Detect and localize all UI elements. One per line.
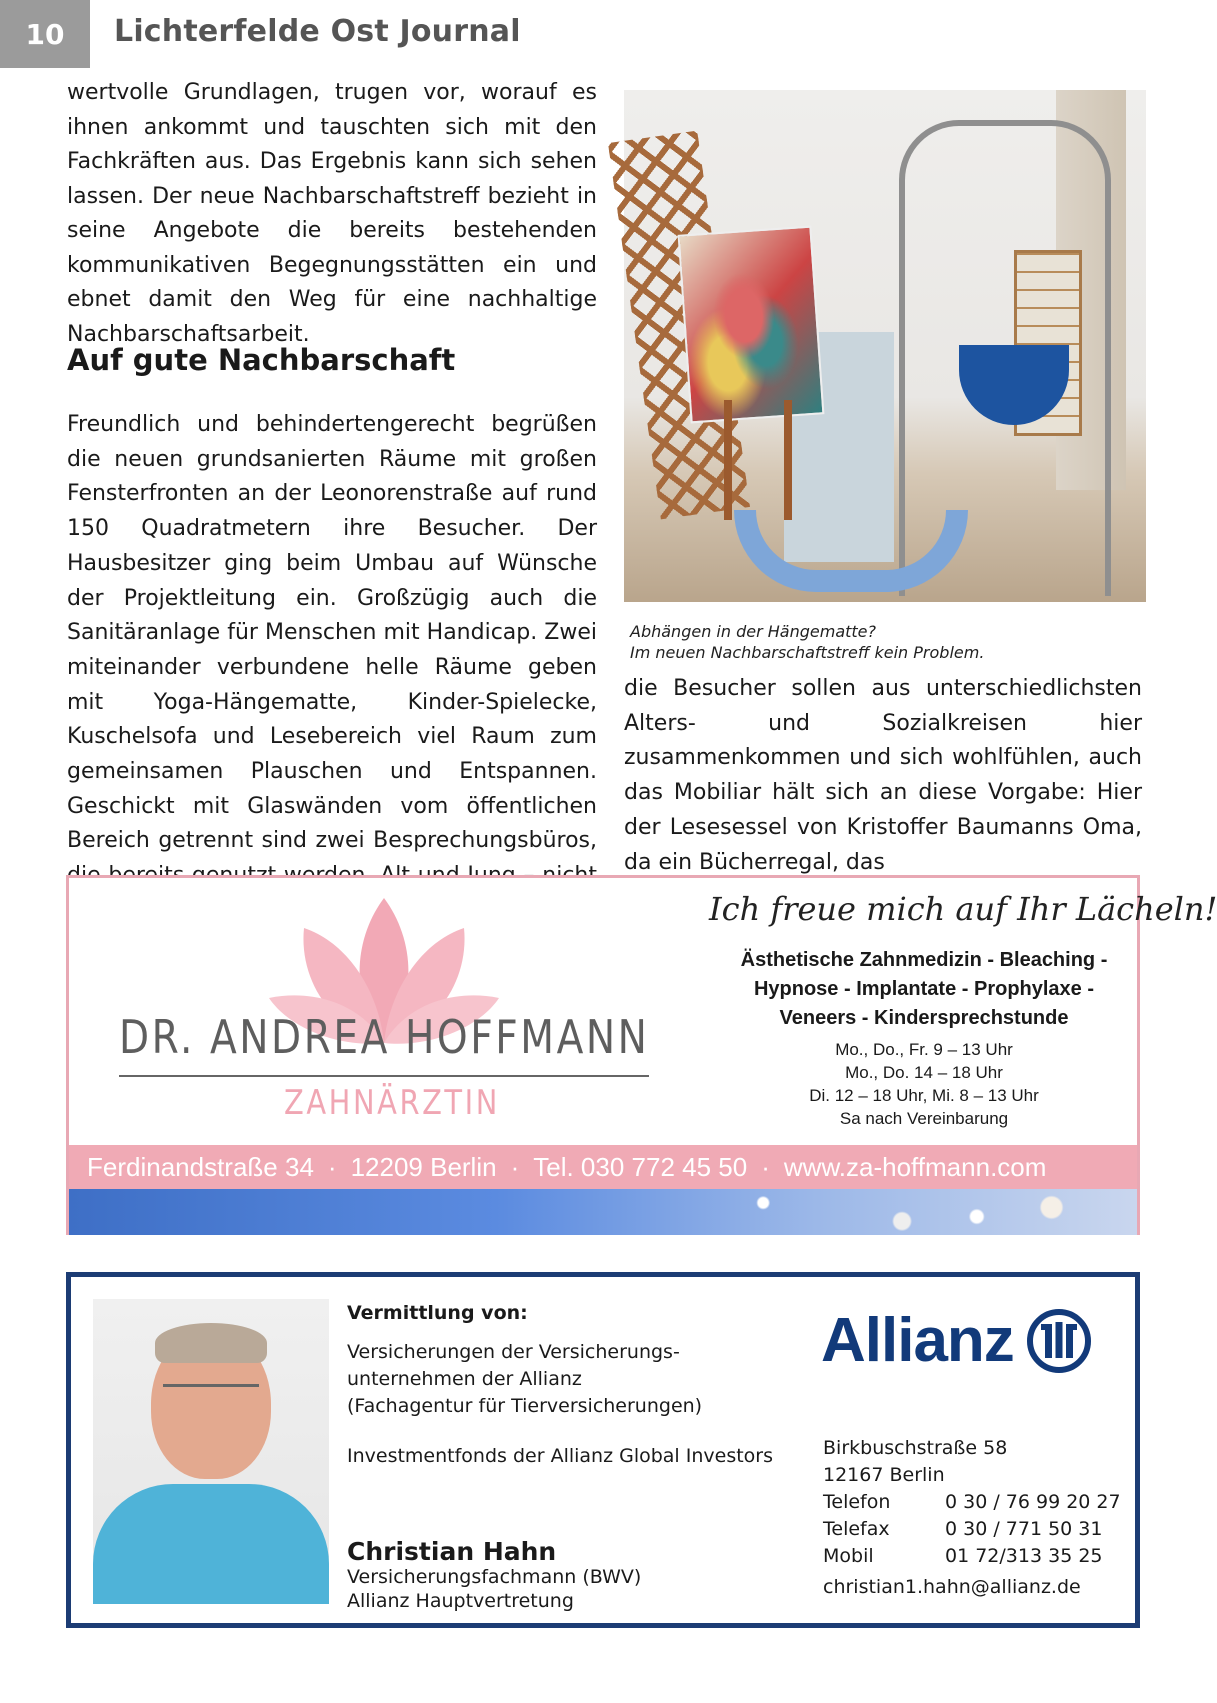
- dentist-ad: [66, 875, 1217, 1235]
- allianz-eagle-icon: [1026, 1308, 1092, 1374]
- dentist-title: ZAHNÄRZTIN: [284, 1083, 500, 1123]
- contact-street: Birkbuschstraße 58: [823, 1437, 1008, 1459]
- offer-line: unternehmen der Allianz: [347, 1368, 582, 1390]
- separator: ·: [761, 1151, 770, 1182]
- allianz-funds: Investmentfonds der Allianz Global Investors: [347, 1445, 774, 1467]
- portrait-hair: [155, 1323, 267, 1363]
- allianz-contact: [823, 1435, 1121, 1570]
- hours-line: Mo., Do., Fr. 9 – 13 Uhr: [835, 1040, 1013, 1059]
- caption-line: Abhängen in der Hängematte?: [630, 622, 876, 641]
- dentist-services: [719, 946, 1129, 1033]
- contact-city: 12167 Berlin: [823, 1464, 945, 1486]
- page-number: 10: [0, 0, 90, 68]
- article-body-right: [624, 672, 1142, 880]
- allianz-offer: [347, 1339, 787, 1420]
- section-heading: Auf gute Nachbarschaft: [67, 343, 456, 377]
- dentist-city: 12209 Berlin: [350, 1151, 497, 1182]
- offer-line: Versicherungen der Versicherungs-: [347, 1341, 680, 1363]
- role-line: Allianz Hauptvertretung: [347, 1590, 574, 1612]
- contact-value: 0 30 / 771 50 31: [945, 1518, 1103, 1540]
- role-line: Versicherungsfachmann (BWV): [347, 1566, 642, 1588]
- photo-easel: [724, 400, 732, 520]
- article-body-left: [67, 408, 597, 929]
- dentist-address: Ferdinandstraße 34: [87, 1151, 314, 1182]
- allianz-logo: [821, 1305, 1092, 1376]
- offer-line: (Fachagentur für Tierversicherungen): [347, 1395, 703, 1417]
- dentist-contact-bar: [69, 1145, 1137, 1189]
- separator: ·: [510, 1151, 520, 1182]
- body-right-paragraph: die Besucher sollen aus unterschiedlichsten Alters- und Sozialkreisen hier zusammenkommen und sich wohlfühlen, auch das Mobiliar hält sich an diese Vorgabe: Hier der Lesesessel von Kristoffer Baumanns Oma, da ein Bücherregal, das: [624, 676, 1142, 875]
- agent-role: [347, 1565, 641, 1613]
- contact-label: Telefax: [823, 1518, 890, 1540]
- intro-paragraph: wertvolle Grundlagen, trugen vor, worauf es ihnen ankommt und tauschten sich mit den Fachkräften aus. Das Ergebnis kann sich sehen lassen. Der neue Nachbarschaftstreff bezieht in seine Angebote die bereits bestehenden kommunikativen Begegnungsstätten ein und ebnet damit den Weg für eine nachhaltige Nachbarschaftsarbeit.: [67, 80, 597, 347]
- dentist-hours: [739, 1038, 1109, 1130]
- hours-line: Sa nach Vereinbarung: [839, 1109, 1009, 1128]
- dentist-website[interactable]: www.za-hoffmann.com: [783, 1151, 1047, 1182]
- article-photo: [624, 90, 1146, 602]
- journal-title: Lichterfelde Ost Journal: [114, 14, 521, 49]
- contact-row-mobile: [823, 1543, 1121, 1570]
- caption-line: Im neuen Nachbarschaftstreff kein Problem.: [630, 643, 985, 662]
- allianz-label: Vermittlung von:: [347, 1302, 528, 1324]
- agent-name: Christian Hahn: [347, 1537, 557, 1566]
- portrait-glasses: [163, 1384, 259, 1409]
- hours-line: Di. 12 – 18 Uhr, Mi. 8 – 13 Uhr: [809, 1086, 1039, 1105]
- dentist-name: DR. ANDREA HOFFMANN: [119, 1010, 650, 1064]
- contact-label: Telefon: [823, 1491, 891, 1513]
- dentist-slogan: Ich freue mich auf Ihr Lächeln!: [709, 890, 1217, 928]
- photo-caption: [630, 621, 1150, 663]
- separator: ·: [327, 1151, 337, 1182]
- hours-line: Mo., Do. 14 – 18 Uhr: [845, 1063, 1003, 1082]
- service-line: Veneers - Kindersprechstunde: [779, 1007, 1069, 1029]
- service-line: Ästhetische Zahnmedizin - Bleaching -: [740, 949, 1108, 971]
- service-line: Hypnose - Implantate - Prophylaxe -: [753, 978, 1095, 1000]
- contact-value: 0 30 / 76 99 20 27: [945, 1491, 1121, 1513]
- agent-portrait: [93, 1299, 329, 1595]
- photo-painting: [678, 226, 825, 424]
- contact-email[interactable]: christian1.hahn@allianz.de: [823, 1576, 1081, 1598]
- contact-label: Mobil: [823, 1545, 874, 1567]
- article-intro: [67, 76, 597, 352]
- body-left-paragraph: Freundlich und behindertengerecht begrüßen die neuen grundsanierten Räume mit großen Fensterfronten an der Leonorenstraße auf rund 150 Quadratmetern ihre Besucher. Der Hausbesitzer ging beim Umbau auf Wünsche der Projektleitung ein. Großzügig auch die Sanitäranlage für Menschen mit Handicap. Zwei miteinander verbundene helle Räume geben mit Yoga-Hängematte, Kinder-Spielecke, Kuschelsofa und Lesebereich viel Raum zum gemeinsamen Plauschen und Entspannen. Geschickt mit Glaswänden vom öffentlichen Bereich getrennt sind zwei Besprechungsbüros,: [67, 412, 597, 854]
- contact-row-fax: [823, 1516, 1121, 1543]
- contact-row-phone: [823, 1489, 1121, 1516]
- dentist-phone: Tel. 030 772 45 50: [533, 1151, 748, 1182]
- blossom-sky-image: [69, 1189, 1137, 1235]
- divider: [119, 1075, 649, 1077]
- allianz-ad: [66, 1272, 1140, 1628]
- portrait-shirt: [93, 1484, 329, 1604]
- allianz-logo-text: Allianz: [821, 1306, 1014, 1375]
- contact-value: 01 72/313 35 25: [945, 1545, 1103, 1567]
